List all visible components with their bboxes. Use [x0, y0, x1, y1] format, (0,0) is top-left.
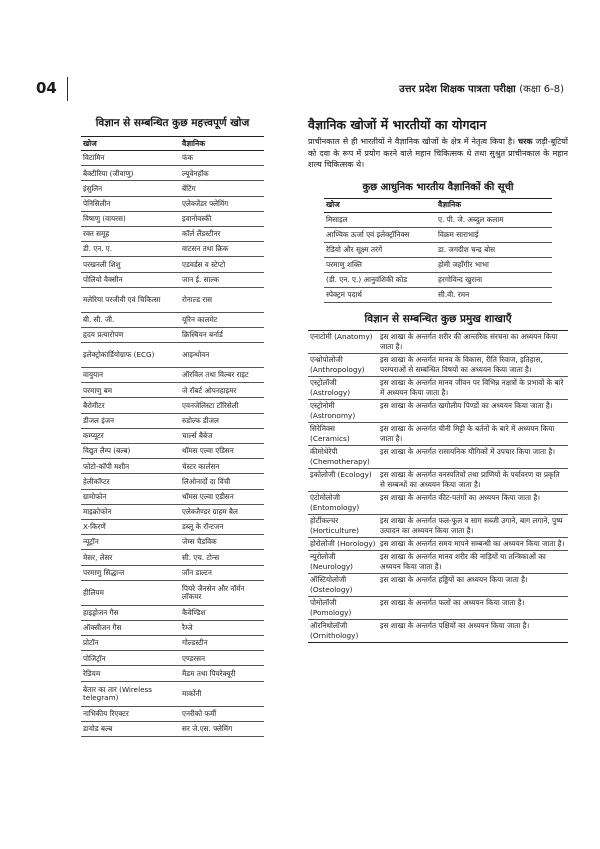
branch-desc-cell: इस शाखा के अन्तर्गत फल-फूल व साग सब्जी उगाने, बाग लगाने, पुष्प उत्पादन का अध्ययन किया जाता है। — [378, 514, 568, 537]
table-row — [81, 580, 264, 605]
page-number: 04 — [36, 79, 57, 97]
scientist-cell: कैवेण्डिश — [180, 605, 264, 620]
scientist-cell: जे रॉबर्ट ओपनहाइमर — [180, 383, 264, 398]
discovery-cell: परमाणु शक्ति — [324, 257, 436, 272]
table-row — [81, 459, 264, 474]
scientist-cell: जेम्स चैडविक — [180, 535, 264, 550]
discovery-cell: मलेरिया परजीवी एवं चिकित्सा — [81, 287, 180, 312]
branches-title: विज्ञान से सम्बन्धित कुछ प्रमुख शाखाएँ — [364, 312, 512, 325]
scientist-cell: एलेक्जैण्डर ग्राहम बैल — [180, 504, 264, 519]
table-row — [324, 227, 552, 242]
table-row — [81, 257, 264, 272]
table-row — [81, 666, 264, 681]
branch-name-cell: एन्थ्रोपोलोजी (Anthropology) — [308, 353, 378, 376]
scientist-cell: थॉमस एल्वा एडिसन — [180, 444, 264, 459]
table-row — [81, 605, 264, 620]
table-row — [81, 343, 264, 368]
discovery-cell: बेतार का तार (Wireless telegram) — [81, 681, 180, 706]
table-row — [308, 330, 568, 353]
table-row — [81, 636, 264, 651]
discovery-cell: आण्विक ऊर्जा एवं इलेक्ट्रॉनिक्स — [324, 227, 436, 242]
discovery-cell: कम्प्यूटर — [81, 428, 180, 443]
discovery-cell: मिसाइल — [324, 212, 436, 227]
branch-desc-cell: इस शाखा के अन्तर्गत खगोलीय पिण्डों का अध्ययन किया जाता है। — [378, 399, 568, 422]
intro-bold: चरक — [518, 137, 533, 146]
table-row — [81, 620, 264, 635]
discovery-cell: वायुयान — [81, 368, 180, 383]
discovery-cell: बैरोमीटर — [81, 398, 180, 413]
scientist-cell: विक्रम साराभाई — [436, 227, 552, 242]
branch-desc-cell: इस शाखा के अन्तर्गत मानव शरीर की नाड़ियों या तन्त्रिकाओं का अध्ययन किया जाता है। — [378, 550, 568, 573]
discovery-cell: ऑक्सीजन गैस — [81, 620, 180, 635]
scientist-cell: एलेक्जेंडर फ्लेमिंग — [180, 196, 264, 211]
scientist-cell: पियरे जैनसेन और नॉर्मन लॉकयर — [180, 580, 264, 605]
table-row — [324, 272, 552, 287]
table-row — [81, 550, 264, 565]
branch-desc-cell: इस शाखा के अन्तर्गत शरीर की आन्तरिक संरचना का अध्ययन किया जाता है। — [378, 330, 568, 353]
table-row — [81, 444, 264, 459]
table-row — [81, 428, 264, 443]
table-row — [308, 550, 568, 573]
table-row — [81, 565, 264, 580]
discovery-cell: परखनली शिशु — [81, 257, 180, 272]
branch-name-cell: ऑस्टियोलोजी (Osteology) — [308, 573, 378, 596]
scientist-cell: सी.वी. रमन — [436, 287, 552, 302]
scientist-cell: सी. एच. टोन्स — [180, 550, 264, 565]
branch-desc-cell: इस शाखा के अन्तर्गत फलों का अध्ययन किया जाता है। — [378, 596, 568, 619]
table-row — [308, 619, 568, 642]
table-row — [308, 422, 568, 445]
table-row — [308, 468, 568, 491]
scientist-cell: होमी जहाँगीर भाभा — [436, 257, 552, 272]
book-title-main: उत्तर प्रदेश शिक्षक पात्रता परीक्षा — [399, 84, 516, 95]
table-row — [308, 491, 568, 514]
table-row — [308, 376, 568, 399]
discovery-cell: हीलियम — [81, 580, 180, 605]
scientist-cell: यूरिन कालमेट — [180, 312, 264, 327]
scientist-cell: एण्डरसन — [180, 651, 264, 666]
scientist-cell: ल्यूवेनहॉक — [180, 166, 264, 181]
column-header: वैज्ञानिक — [436, 198, 552, 212]
table-row — [324, 242, 552, 257]
discovery-cell: स्पेक्ट्रम पदार्थ — [324, 287, 436, 302]
discovery-cell: बैक्टीरिया (जीवाणु) — [81, 166, 180, 181]
scientist-cell: सर जे.एस. फ्लेमिंग — [180, 721, 264, 736]
table-row — [81, 368, 264, 383]
branch-name-cell: कीमोथेरेपी (Chemotherapy) — [308, 445, 378, 468]
discovery-cell: फोटो-कॉपी मशीन — [81, 459, 180, 474]
table-row — [308, 596, 568, 619]
discoveries-table — [81, 136, 264, 737]
discovery-cell: माइक्रोफोन — [81, 504, 180, 519]
table-row — [81, 413, 264, 428]
branch-name-cell: न्यूरोलोजी (Neurology) — [308, 550, 378, 573]
scientist-cell: वाटसन तथा क्रिक — [180, 242, 264, 257]
discoveries-title: विज्ञान से सम्बन्धित कुछ महत्त्वपूर्ण खोज — [95, 117, 250, 129]
table-row — [81, 166, 264, 181]
table-row — [308, 445, 568, 468]
scientist-cell: जॉन डाल्टन — [180, 565, 264, 580]
table-row — [81, 151, 264, 166]
branch-name-cell: एस्ट्रोलॉजी (Astrology) — [308, 376, 378, 399]
table-row — [324, 287, 552, 302]
table-row — [81, 211, 264, 226]
table-row — [81, 226, 264, 241]
intro-text-2: जड़ी-बूटियों को दवा के रूप में प्रयोग करने वाले महान चिकित्सक थे तथा सुश्रुत प्राचीनकाल के महान शल्य चिकित्सक थे। — [308, 137, 568, 169]
header-divider — [67, 77, 68, 101]
discovery-cell: रक्त समूह — [81, 226, 180, 241]
table-row — [81, 721, 264, 736]
discovery-cell: नाभिकीय रिएक्टर — [81, 706, 180, 721]
scientist-cell: लिओनार्दो दा विंची — [180, 474, 264, 489]
discovery-cell: विषाणु (वायरस) — [81, 211, 180, 226]
discovery-cell: पोलियो वैक्सीन — [81, 272, 180, 287]
discovery-cell: डीजल इंजन — [81, 413, 180, 428]
scientist-cell: इवानोवस्की — [180, 211, 264, 226]
discovery-cell: परमाणु बम — [81, 383, 180, 398]
branch-name-cell: एंटोमोलोजी (Entomology) — [308, 491, 378, 514]
page-header — [0, 79, 600, 101]
table-header-row — [81, 137, 264, 151]
scientist-cell: डा. जगदीश चन्द्र बोस — [436, 242, 552, 257]
branch-name-cell: एनाटोमी (Anatomy) — [308, 330, 378, 353]
scientist-cell: ऑरविल तथा विल्बर राइट — [180, 368, 264, 383]
scientist-cell: फंक — [180, 151, 264, 166]
branch-name-cell: होरोलोजी (Horology) — [308, 537, 378, 550]
scientist-cell: रैम्जे — [180, 620, 264, 635]
scientist-cell: कॉर्ल लैंडस्टीनर — [180, 226, 264, 241]
scientist-cell: थॉमस एल्वा एडीसन — [180, 489, 264, 504]
branch-name-cell: इकोलोजी (Ecology) — [308, 468, 378, 491]
scientist-cell: चेस्टर कार्लसन — [180, 459, 264, 474]
table-row — [81, 196, 264, 211]
table-row — [308, 573, 568, 596]
scientist-cell: मार्कोनी — [180, 681, 264, 706]
scientist-cell: रोनाल्ड रास — [180, 287, 264, 312]
branch-desc-cell: इस शाखा के अन्तर्गत समय मापने सम्बन्धी का अध्ययन किया जाता है। — [378, 537, 568, 550]
branch-name-cell: ऑरनिथोलॉजी (Ornithology) — [308, 619, 378, 642]
branch-desc-cell: इस शाखा के अन्तर्गत कीट-पतंगों का अध्ययन किया जाता है। — [378, 491, 568, 514]
branch-name-cell: एस्ट्रोनोमी (Astronomy) — [308, 399, 378, 422]
scientist-cell: बेंटिंग — [180, 181, 264, 196]
discovery-cell: (डी. एन. ए.) आनुवंशिकी कोड — [324, 272, 436, 287]
branch-name-cell: सिरेमिक्स (Ceramics) — [308, 422, 378, 445]
scientist-cell: एनरीको फर्मी — [180, 706, 264, 721]
table-row — [81, 489, 264, 504]
column-header: वैज्ञानिक — [180, 137, 264, 151]
discovery-cell: हेलीकॉप्टर — [81, 474, 180, 489]
intro-text-1: प्राचीनकाल से ही भारतीयों ने वैज्ञानिक खोजों के क्षेत्र में नेतृत्व किया है। — [308, 137, 516, 146]
table-row — [308, 399, 568, 422]
branch-desc-cell: इस शाखा के अन्तर्गत पक्षियों का अध्ययन किया जाता है। — [378, 619, 568, 642]
scientists-title: कुछ आधुनिक भारतीय वैज्ञानिकों की सूची — [362, 181, 514, 193]
discovery-cell: X-किरणें — [81, 519, 180, 534]
discovery-cell: परमाणु सिद्धान्त — [81, 565, 180, 580]
discovery-cell: ग्रामोफोन — [81, 489, 180, 504]
table-row — [81, 383, 264, 398]
discovery-cell: डायोड बल्ब — [81, 721, 180, 736]
scientist-cell: ए. पी. जे. अब्दुल कलाम — [436, 212, 552, 227]
scientists-table — [324, 198, 552, 303]
scientist-cell: जान ई. साल्क — [180, 272, 264, 287]
contribution-intro — [308, 136, 568, 171]
column-header: खोज — [324, 198, 436, 212]
discovery-cell: विटामिन — [81, 151, 180, 166]
table-row — [324, 212, 552, 227]
discovery-cell: इंसुलिन — [81, 181, 180, 196]
table-row — [81, 287, 264, 312]
table-row — [81, 398, 264, 413]
table-row — [81, 535, 264, 550]
book-title — [399, 81, 564, 95]
table-row — [81, 651, 264, 666]
scientist-cell: मैडम तथा पियरेक्यूरी — [180, 666, 264, 681]
discovery-cell: पेनिसिलीन — [81, 196, 180, 211]
scientist-cell: क्रिस्चियन बर्नार्ड — [180, 327, 264, 342]
branches-table — [308, 330, 568, 643]
table-header-row — [324, 198, 552, 212]
branch-name-cell: पोमोलॉजी (Pomology) — [308, 596, 378, 619]
branch-desc-cell: इस शाखा के अन्तर्गत रासायनिक यौगिकों में उपचार किया जाता है। — [378, 445, 568, 468]
discovery-cell: प्रोटॉन — [81, 636, 180, 651]
table-row — [81, 519, 264, 534]
discovery-cell: मेसर, लेसर — [81, 550, 180, 565]
scientist-cell: हरगोविन्द खुराना — [436, 272, 552, 287]
scientist-cell: रुडोल्फ डीजल — [180, 413, 264, 428]
table-row — [308, 353, 568, 376]
table-row — [81, 327, 264, 342]
discovery-cell: रेडियो और सूक्ष्म तरंगें — [324, 242, 436, 257]
discovery-cell: हाइड्रोजन गैस — [81, 605, 180, 620]
book-title-sub: (कक्षा 6-8) — [519, 84, 564, 95]
table-row — [308, 514, 568, 537]
table-row — [81, 504, 264, 519]
table-row — [81, 242, 264, 257]
scientist-cell: डब्लू के रॉन्टजन — [180, 519, 264, 534]
scientist-cell: एवनजेलिस्टा टॉरिसेली — [180, 398, 264, 413]
table-row — [81, 272, 264, 287]
branch-desc-cell: इस शाखा के अन्तर्गत वनस्पतियों तथा प्राणियों के पर्यावरण या प्रकृति से सम्बन्धों का अध्ययन किया जाता है। — [378, 468, 568, 491]
scientist-cell: गोल्डस्टीन — [180, 636, 264, 651]
discovery-cell: रेडियम — [81, 666, 180, 681]
scientist-cell: एडवर्डस व स्टेप्टो — [180, 257, 264, 272]
branch-desc-cell: इस शाखा के अन्तर्गत हड्डियों का अध्ययन किया जाता है। — [378, 573, 568, 596]
discovery-cell: विद्युत लैम्प (बल्ब) — [81, 444, 180, 459]
discoveries-section — [81, 116, 264, 737]
column-header: खोज — [81, 137, 180, 151]
discovery-cell: बी. सी. जी. — [81, 312, 180, 327]
table-row — [81, 706, 264, 721]
branch-desc-cell: इस शाखा के अन्तर्गत मानव के विकास, रीति रिवाज, इतिहास, परम्पराओं से सम्बन्धित विषयों का अध्ययन किया जाता है। — [378, 353, 568, 376]
table-row — [81, 474, 264, 489]
branch-desc-cell: इस शाखा के अन्तर्गत मानव जीवन पर विभिन्न नक्षत्रों के प्रभावों के बारे में अध्ययन किया जाता है। — [378, 376, 568, 399]
discovery-cell: न्यूट्रॉन — [81, 535, 180, 550]
branch-name-cell: होर्टीकल्चर (Horticulture) — [308, 514, 378, 537]
scientist-cell: आइन्थोवन — [180, 343, 264, 368]
discovery-cell: इलेक्ट्रोकार्डियोग्राफ (ECG) — [81, 343, 180, 368]
indian-contribution-section — [308, 116, 568, 643]
scientist-cell: चार्ल्स बैबेज — [180, 428, 264, 443]
discovery-cell: डी. एन. ए. — [81, 242, 180, 257]
contribution-title: वैज्ञानिक खोजों में भारतीयों का योगदान — [308, 117, 487, 132]
table-row — [308, 537, 568, 550]
table-row — [324, 257, 552, 272]
discovery-cell: हृदय प्रत्यारोपण — [81, 327, 180, 342]
branch-desc-cell: इस शाखा के अन्तर्गत चीनी मिट्टी के बर्तनों के बारे में अध्ययन किया जाता है। — [378, 422, 568, 445]
table-row — [81, 312, 264, 327]
table-row — [81, 681, 264, 706]
table-row — [81, 181, 264, 196]
discovery-cell: पोजिट्रॉन — [81, 651, 180, 666]
